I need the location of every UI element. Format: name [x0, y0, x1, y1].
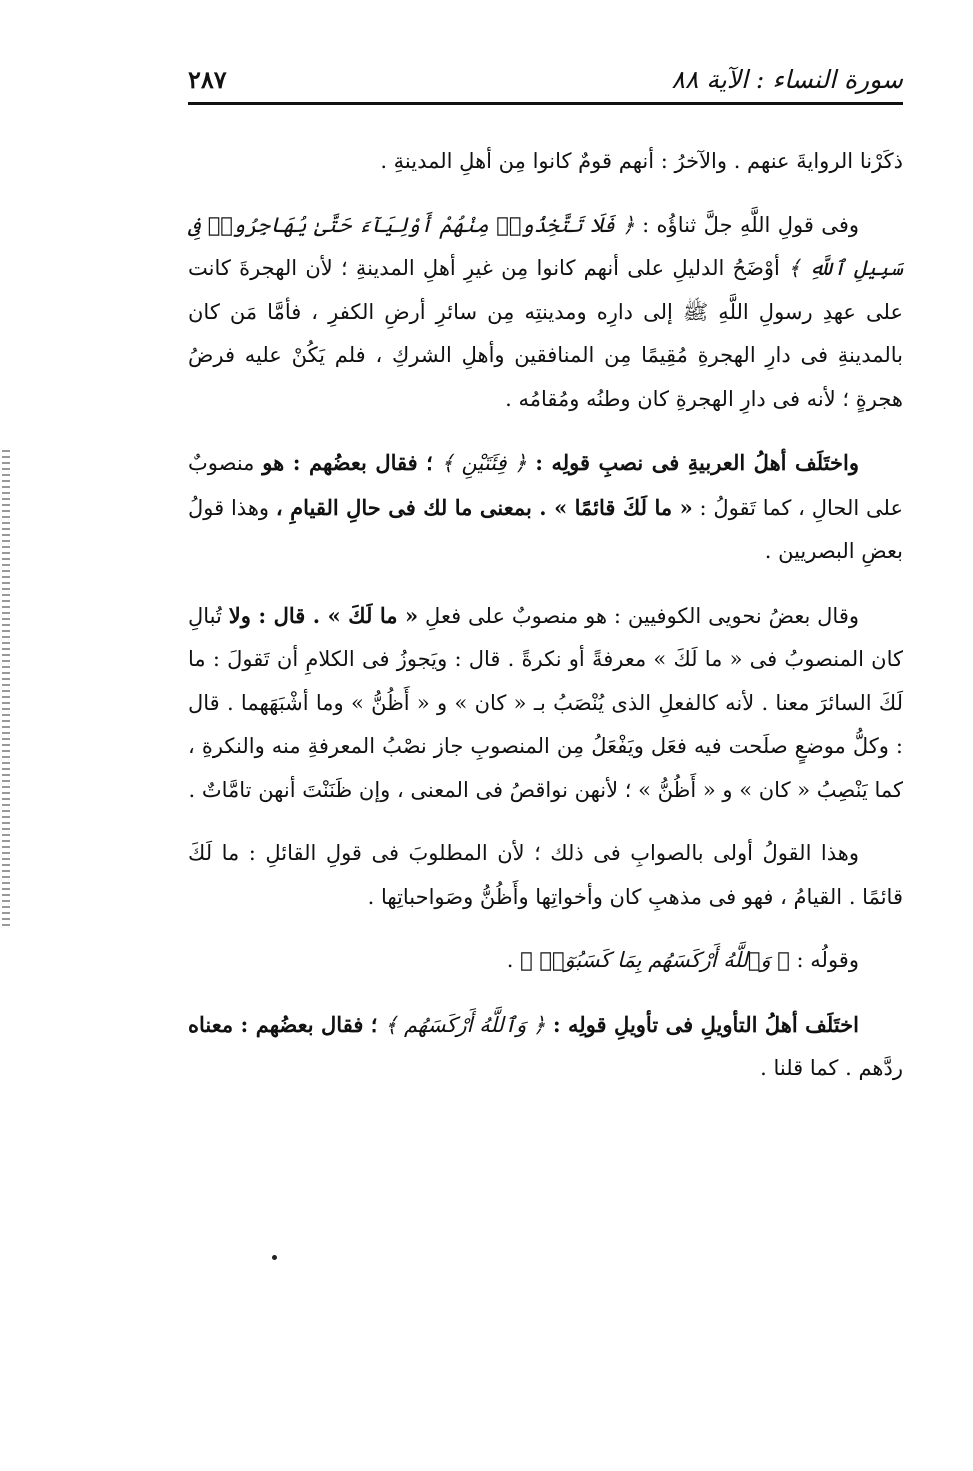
text-run: وقال بعضُ نحويى الكوفيين : هو منصوبٌ على فعلِ — [418, 603, 860, 628]
bold-text: ؛ فقال بعضُهم : هو — [262, 450, 442, 475]
text-run: منصوبٌ على الحالِ ، كما تَقولُ : — [188, 451, 904, 520]
quran-quote: ﴿ فَلَا تَتَّخِذُوا۟ مِنْهُمْ أَوْلِيَآءَ حَتَّىٰ يُهَاجِرُوا۟ فِى سَبِيلِ ٱللَّهِ ﴾ — [188, 212, 903, 280]
text-run: . — [506, 948, 521, 972]
paragraph — [188, 140, 903, 184]
paragraph — [188, 594, 903, 813]
paragraph — [188, 441, 903, 574]
text-run: ردَّهم . كما قلنا . — [760, 1056, 903, 1080]
body-text — [188, 140, 903, 1111]
stray-dot — [272, 1255, 277, 1260]
quran-quote: ﴿ وَٱللَّهُ أَرْكَسَهُم بِمَا كَسَبُوٓا۟ ﴾ — [520, 948, 790, 972]
quran-quote: ﴿ فِئَتَيْنِ ﴾ — [441, 451, 527, 475]
paragraph — [188, 832, 903, 919]
text-run: وفى قولِ اللَّهِ جلَّ ثناؤُه : — [634, 212, 859, 237]
binding-edge-marks — [2, 450, 10, 930]
bold-text: . بمعنى ما لك فى حالِ القيامِ ، — [275, 494, 555, 520]
page-header — [188, 50, 903, 94]
bold-text: ؛ فقال بعضُهم : معناه — [188, 1011, 385, 1037]
text-run: تُبالِ كان المنصوبُ فى « ما لَكَ » معرفةً أو نكرةً . قال : ويَجوزُ فى الكلامِ أن تَقولَ : ما لَكَ السائرَ معنا . لأنه كالفعلِ الذى يُنْصَبُ بـ « كان » و « أَظُنُّ » وما أشْبَهَهما . قال : وكلُّ موضعٍ صلَحت فيه فعَل ويَفْعَلُ مِن المنصوبِ جاز نصْبُ المعرفةِ منه والنكرةِ ، كما يَنْصِبُ « كان » و « أَظُنُّ » ؛ لأنهن نواقصُ فى المعنى ، وإن ظَنَنْتَ أنهن تامَّاتٌ . — [188, 603, 903, 802]
text-run: وهذا القولُ أولى بالصوابِ فى ذلك ؛ لأن المطلوبَ فى قولِ القائلِ : ما لَكَ قائمًا . القيامُ ، فهو فى مذهبِ كان وأخواتِها وأَظُنُّ وصَواحباتِها . — [188, 841, 903, 909]
text-run: ذكَرْنا الروايةَ عنهم . والآخرُ : أنهم قومٌ كانوا مِن أهلِ المدينةِ . — [380, 149, 903, 173]
text-run: أوْضَحُ الدليلِ على أنهم كانوا مِن غيرِ أهلِ المدينةِ ؛ لأن الهجرةَ كانت على عهدِ رسولِ اللَّهِ ﷺ إلى دارِه ومدينتِه مِن سائرِ أرضِ الكفرِ ، فأمَّا مَن كان بالمدينةِ فى دارِ الهجرةِ مُقِيمًا مِن المنافقين وأهلِ الشركِ ، فلم يَكُنْ عليه فرضُ هجرةٍ ؛ لأنه فى دارِ الهجرةِ كان وطنُه ومُقامُه . — [188, 256, 903, 411]
paragraph — [188, 939, 903, 983]
paragraph — [188, 1003, 903, 1091]
text-run: وهذا قولُ بعضِ البصريين . — [188, 495, 903, 563]
page-number: ٢٨٧ — [188, 65, 227, 94]
bold-text: « ما لَكَ » — [327, 602, 419, 628]
paragraph — [188, 204, 903, 422]
bold-text: « ما لَكَ قائمًا » — [554, 494, 693, 520]
quran-quote: ﴿ وَٱللَّهُ أَرْكَسَهُم ﴾ — [384, 1012, 546, 1037]
bold-text: واختَلَف أهلُ العربيةِ فى نصبِ قولِه : — [526, 450, 859, 475]
bold-text: . قال : ولا — [228, 602, 328, 628]
header-rule — [188, 102, 903, 105]
running-title: سورة النساء : الآية ٨٨ — [671, 65, 903, 94]
text-run: وقولُه : — [789, 948, 859, 972]
bold-text: اختَلَف أهلُ التأويلِ فى تأويلِ قولِه : — [545, 1011, 860, 1037]
